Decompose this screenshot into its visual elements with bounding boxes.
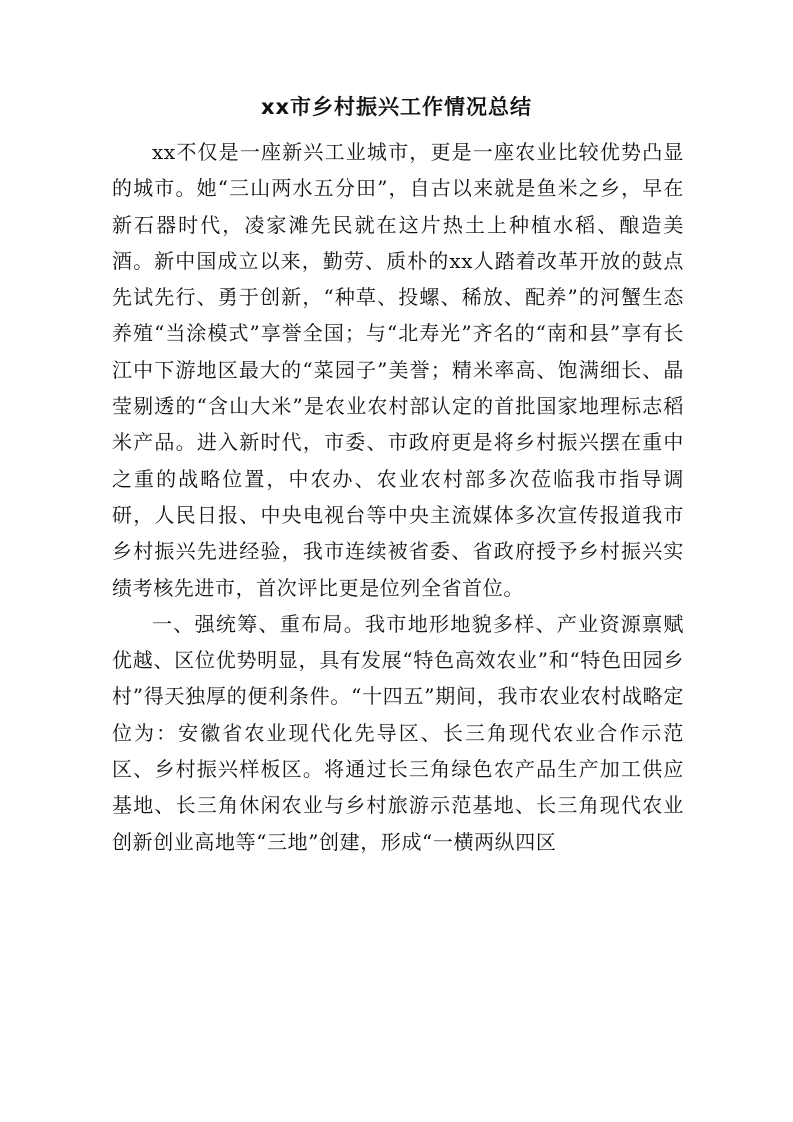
document-title: xx市乡村振兴工作情况总结 <box>260 95 533 119</box>
section-one-paragraph: 一、强统筹、重布局。我市地形地貌多样、产业资源禀赋优越、区位优势明显，具有发展“特色高效农业”和“特色田园乡村”得天独厚的便利条件。“十四五”期间，我市农业农村战略定位为：安徽省农业现代化先导区、长三角现代农业合作示范区、乡村振兴样板区。将通过长三角绿色农产品生产加工供应基地、长三角休闲农业与乡村旅游示范基地、长三角现代农业创新创业高地等“三地”创建，形成“一横两纵四区 <box>112 611 684 854</box>
document-body <box>112 134 684 860</box>
intro-paragraph: xx不仅是一座新兴工业城市，更是一座农业比较优势凸显的城市。她“三山两水五分田”，自古以来就是鱼米之乡，早在新石器时代，凌家滩先民就在这片热土上种植水稻、酿造美酒。新中国成立以来，勤劳、质朴的xx人踏着改革开放的鼓点先试先行、勇于创新，“种草、投螺、稀放、配养”的河蟹生态养殖“当涂模式”享誉全国；与“北寿光”齐名的“南和县”享有长江中下游地区最大的“菜园子”美誉；精米率高、饱满细长、晶莹剔透的“含山大米”是农业农村部认定的首批国家地理标志稻米产品。进入新时代，市委、市政府更是将乡村振兴摆在重中之重的战略位置，中农办、农业农村部多次莅临我市指导调研，人民日报、中央电视台等中央主流媒体多次宣传报道我市乡村振兴先进经验，我市连续被省委、省政府授予乡村振兴实绩考核先进市，首次评比更是位列全省首位。 <box>112 140 684 600</box>
